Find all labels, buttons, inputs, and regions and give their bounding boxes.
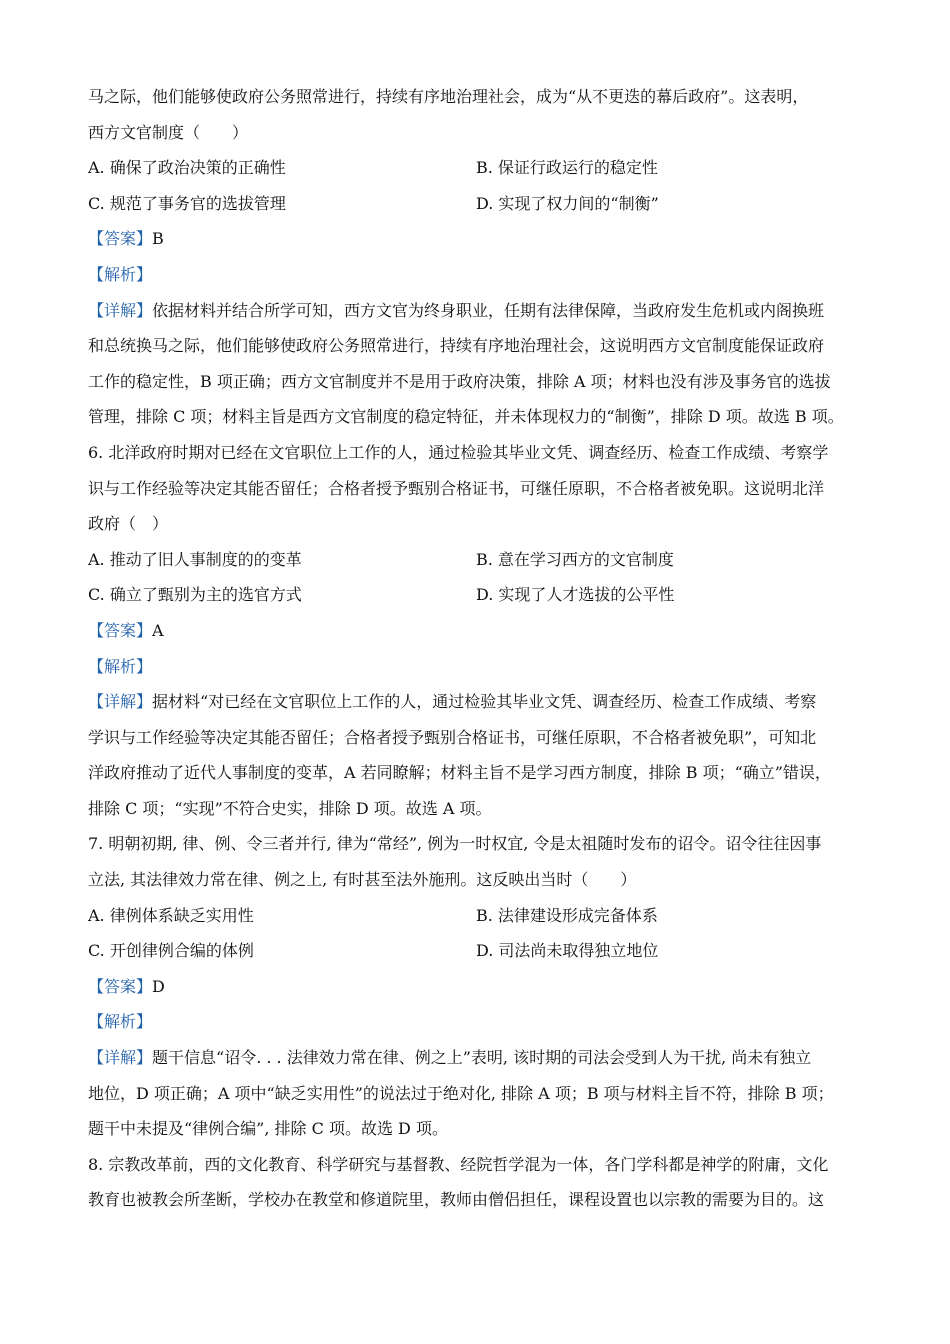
option-a: A. 律例体系缺乏实用性 bbox=[88, 905, 254, 925]
question-5 bbox=[88, 79, 890, 435]
question-stem-line: 马之际，他们能够使政府公务照常进行，持续有序地治理社会，成为“从不更迭的幕后政府”。这表明， bbox=[88, 87, 809, 106]
detail-line: 排除 C 项；“实现”不符合史实，排除 D 项。故选 A 项。 bbox=[88, 798, 492, 818]
question-stem-line: 7. 明朝初期, 律、例、令三者并行, 律为“常经”, 例为一时权宜, 令是太祖随时发布的诏令。诏令往往因事 bbox=[88, 834, 822, 854]
option-b: B. 意在学习西方的文官制度 bbox=[476, 549, 674, 569]
detail-text: 据材料“对已经在文官职位上工作的人，通过检验其毕业文凭、调查经历、检查工作成绩、考察 bbox=[152, 692, 817, 712]
question-stem-line: 政府（ ） bbox=[88, 514, 169, 534]
option-c: C. 确立了甄别为主的选官方式 bbox=[88, 585, 302, 605]
option-c: C. 开创律例合编的体例 bbox=[88, 941, 254, 961]
detail-line bbox=[88, 684, 890, 720]
question-stem-line: 识与工作经验等决定其能否留任；合格者授予甄别合格证书，可继任原职，不合格者被免职。这说明北洋 bbox=[88, 478, 825, 498]
options-row bbox=[88, 933, 890, 969]
detail-line: 管理，排除 C 项；材料主旨是西方文官制度的稳定特征，并未体现权力的“制衡”，排除 D 项。故选 B 项。 bbox=[88, 407, 844, 427]
answer-line bbox=[88, 613, 890, 649]
detail-text: 依据材料并结合所学可知，西方文官为终身职业，任期有法律保障，当政府发生危机或内阁换班 bbox=[152, 300, 825, 320]
detail-line bbox=[88, 1040, 890, 1076]
detail-line: 洋政府推动了近代人事制度的变革，A 若同瞭解；材料主旨不是学习西方制度，排除 B 项；“确立”错误， bbox=[88, 763, 831, 783]
question-stem-line: 6. 北洋政府时期对已经在文官职位上工作的人，通过检验其毕业文凭、调查经历、检查工作成绩、考察学 bbox=[88, 442, 829, 462]
option-b: B. 法律建设形成完备体系 bbox=[476, 905, 658, 925]
detail-line bbox=[88, 293, 890, 329]
answer-tag: 【答案】 bbox=[88, 620, 153, 640]
detail-line: 学识与工作经验等决定其能否留任；合格者授予甄别合格证书，可继任原职，不合格者被免职”，可知北 bbox=[88, 727, 817, 747]
answer-line bbox=[88, 221, 890, 257]
options-row bbox=[88, 186, 890, 222]
analysis-line bbox=[88, 1004, 890, 1040]
option-a: A. 推动了旧人事制度的的变革 bbox=[88, 549, 302, 569]
detail-tag: 【详解】 bbox=[88, 1048, 153, 1068]
answer-value: A bbox=[152, 620, 164, 640]
options-row bbox=[88, 577, 890, 613]
analysis-tag: 【解析】 bbox=[88, 656, 153, 676]
analysis-tag: 【解析】 bbox=[88, 264, 153, 284]
options-row bbox=[88, 542, 890, 578]
option-d: D. 司法尚未取得独立地位 bbox=[476, 941, 659, 961]
analysis-tag: 【解析】 bbox=[88, 1012, 153, 1032]
question-stem-line: 8. 宗教改革前，西的文化教育、科学研究与基督教、经院哲学混为一体，各门学科都是神学的附庸，文化 bbox=[88, 1154, 829, 1174]
answer-line bbox=[88, 969, 890, 1005]
detail-line: 和总统换马之际，他们能够使政府公务照常进行，持续有序地治理社会，这说明西方文官制度能保证政府 bbox=[88, 336, 825, 356]
detail-tag: 【详解】 bbox=[88, 300, 153, 320]
detail-text: 题干信息“诏令. . . 法律效力常在律、例之上”表明, 该时期的司法会受到人为干扰, 尚未有独立 bbox=[152, 1048, 812, 1068]
detail-line: 地位，D 项正确；A 项中“缺乏实用性”的说法过于绝对化, 排除 A 项；B 项与材料主旨不符，排除 B 项； bbox=[88, 1083, 834, 1103]
question-stem-line: 立法, 其法律效力常在律、例之上, 有时甚至法外施刑。这反映出当时（ ） bbox=[88, 870, 637, 890]
detail-line: 题干中未提及“律例合编”, 排除 C 项。故选 D 项。 bbox=[88, 1119, 448, 1139]
option-d: D. 实现了人才选拔的公平性 bbox=[476, 585, 675, 605]
question-stem-line: 西方文官制度（ ） bbox=[88, 122, 249, 142]
option-c: C. 规范了事务官的选拔管理 bbox=[88, 193, 286, 213]
analysis-line bbox=[88, 649, 890, 685]
answer-tag: 【答案】 bbox=[88, 229, 153, 249]
answer-value: B bbox=[152, 229, 164, 249]
options-row bbox=[88, 150, 890, 186]
question-7 bbox=[88, 826, 890, 1146]
question-6 bbox=[88, 435, 890, 827]
analysis-line bbox=[88, 257, 890, 293]
detail-line: 工作的稳定性，B 项正确；西方文官制度并不是用于政府决策，排除 A 项；材料也没有涉及事务官的选拔 bbox=[88, 371, 831, 391]
option-a: A. 确保了政治决策的正确性 bbox=[88, 158, 286, 178]
question-8 bbox=[88, 1147, 890, 1218]
options-row bbox=[88, 898, 890, 934]
question-stem-line: 教育也被教会所垄断，学校办在教堂和修道院里，教师由僧侣担任，课程设置也以宗教的需要为目的。这 bbox=[88, 1190, 825, 1210]
answer-tag: 【答案】 bbox=[88, 976, 153, 996]
option-d: D. 实现了权力间的“制衡” bbox=[476, 193, 659, 213]
option-b: B. 保证行政运行的稳定性 bbox=[476, 158, 658, 178]
answer-value: D bbox=[152, 976, 165, 996]
detail-tag: 【详解】 bbox=[88, 692, 153, 712]
